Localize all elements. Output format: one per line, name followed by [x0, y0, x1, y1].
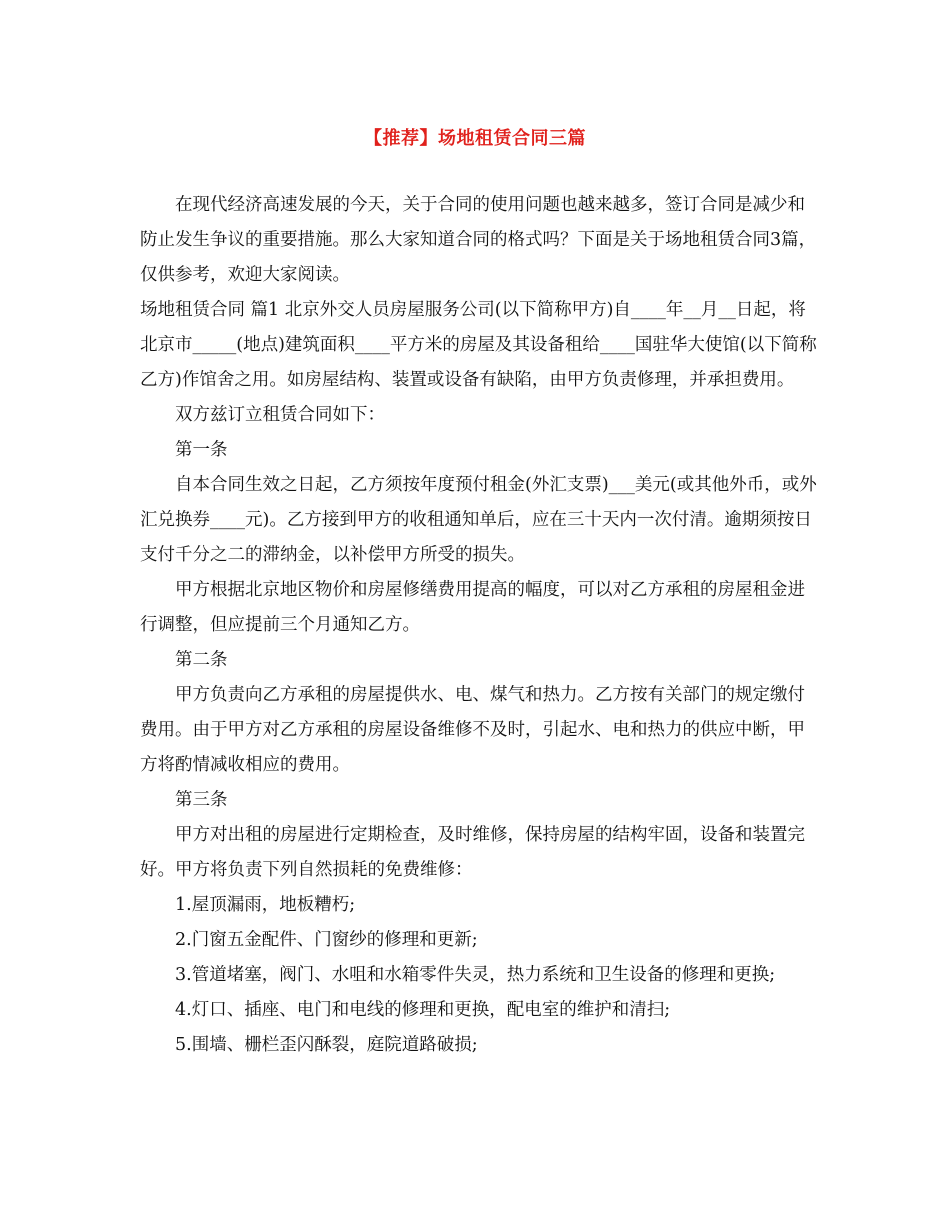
article-1-paragraph-2: 甲方根据北京地区物价和房屋修缮费用提高的幅度，可以对乙方承租的房屋租金进行调整，但应提前三个月通知乙方。 [140, 580, 805, 635]
list-item-5: 5.围墙、栅栏歪闪酥裂，庭院道路破损; [175, 1035, 478, 1055]
document-body [140, 188, 820, 1063]
article-heading-2: 第二条 [175, 650, 228, 670]
article-heading-1: 第一条 [175, 440, 228, 460]
document-title: 【推荐】场地租赁合同三篇 [364, 128, 586, 149]
list-item-2: 2.门窗五金配件、门窗纱的修理和更新; [175, 930, 478, 950]
article-2-paragraph: 甲方负责向乙方承租的房屋提供水、电、煤气和热力。乙方按有关部门的规定缴付费用。由于甲方对乙方承租的房屋设备维修不及时，引起水、电和热力的供应中断，甲方将酌情减收相应的费用。 [140, 685, 805, 775]
agreement-statement: 双方兹订立租赁合同如下： [175, 405, 385, 425]
intro-paragraph: 在现代经济高速发展的今天，关于合同的使用问题也越来越多，签订合同是减少和防止发生争议的重要措施。那么大家知道合同的格式吗？下面是关于场地租赁合同3篇，仅供参考，欢迎大家阅读。 [140, 195, 817, 285]
article-3-paragraph: 甲方对出租的房屋进行定期检查，及时维修，保持房屋的结构牢固，设备和装置完好。甲方将负责下列自然损耗的免费维修： [140, 825, 805, 880]
article-heading-3: 第三条 [175, 790, 228, 810]
list-item-3: 3.管道堵塞，阀门、水咀和水箱零件失灵，热力系统和卫生设备的修理和更换; [175, 965, 776, 985]
list-item-1: 1.屋顶漏雨，地板糟朽; [175, 895, 356, 915]
contract-opening-paragraph: 场地租赁合同 篇1 北京外交人员房屋服务公司(以下简称甲方)自____年__月__日起，将北京市_____(地点)建筑面积____平方米的房屋及其设备租给____国驻华大使馆(以下简称乙方)作馆舍之用。如房屋结构、装置或设备有缺陷，由甲方负责修理，并承担费用。 [140, 300, 817, 390]
article-1-paragraph-1: 自本合同生效之日起，乙方须按年度预付租金(外汇支票)___美元(或其他外币，或外汇兑换券____元)。乙方接到甲方的收租通知单后，应在三十天内一次付清。逾期须按日支付千分之二的滞纳金，以补偿甲方所受的损失。 [140, 475, 817, 565]
list-item-4: 4.灯口、插座、电门和电线的修理和更换，配电室的维护和清扫; [175, 1000, 671, 1020]
